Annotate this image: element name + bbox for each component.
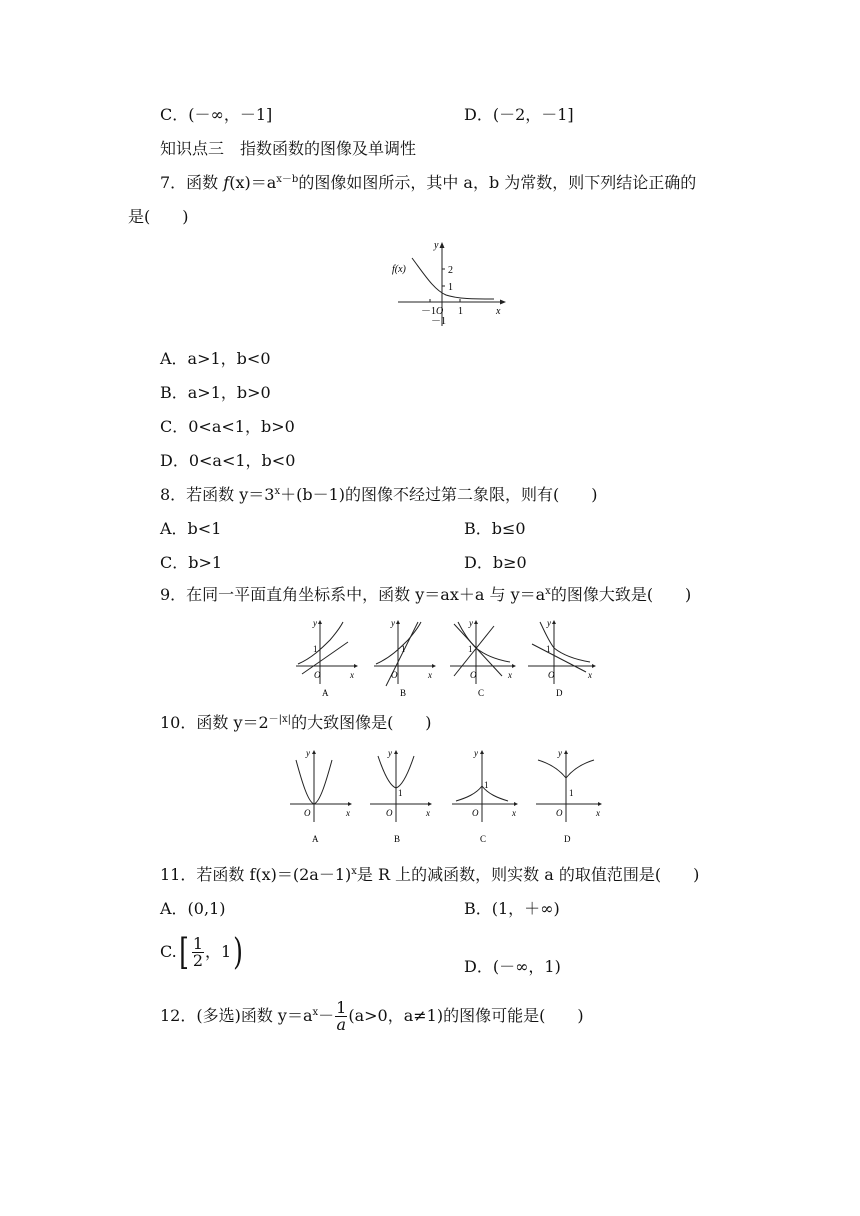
q10-d-origin: O (556, 808, 563, 818)
q9-d-y: y (547, 618, 551, 628)
q10-c-origin: O (472, 808, 479, 818)
q11-stem (160, 864, 699, 886)
q11-c-num: 1 (192, 934, 203, 953)
q10-post: 的大致图像是( ) (291, 713, 432, 732)
q7-f: f (223, 173, 230, 192)
q7-option-d: D．0<a<1，b<0 (160, 451, 296, 470)
section-title: 知识点三 指数函数的图像及单调性 (160, 139, 417, 158)
q12-frac-num: 1 (336, 998, 347, 1017)
q9-graph-c (450, 618, 516, 698)
q8-pre: 8．若函数 y＝3 (160, 485, 275, 504)
q8-option-d: D．b≥0 (464, 553, 527, 572)
q7-tick-2: 2 (448, 265, 453, 276)
q8-post: ＋(b－1)的图像不经过第二象限，则有( ) (280, 485, 598, 504)
q11-option-a: A．(0,1) (160, 899, 226, 918)
q12-pre: 12．(多选)函数 y＝a (160, 1006, 313, 1025)
q10-graph-b (370, 748, 432, 844)
q9-graph-d (528, 618, 596, 698)
q9-label-b: B (400, 688, 407, 698)
q7-exp: x－b (276, 174, 299, 185)
q11-c-den: 2 (192, 951, 203, 970)
q9-b-origin: O (391, 670, 398, 680)
q11-option-c (160, 930, 245, 974)
q11-c-right-bracket: ) (233, 931, 244, 973)
q10-a-x: x (346, 808, 350, 818)
q7-rest: 的图像如图所示，其中 a，b 为常数，则下列结论正确的 (298, 173, 697, 192)
q7-x-label: x (496, 306, 501, 317)
q7-curve-label: f(x) (392, 264, 406, 275)
q7-y-arrow (440, 242, 445, 248)
q12-frac-den: a (336, 1015, 347, 1034)
q9-a-origin: O (314, 670, 321, 680)
q7-y-label: y (434, 240, 439, 251)
q7-origin: O (436, 306, 444, 317)
q10-exp: －|x| (268, 714, 292, 725)
q10-graph-d (536, 748, 602, 844)
q9-b-y: y (391, 618, 395, 628)
q6-option-d: D．(－2，－1] (464, 105, 574, 124)
q10-stem (160, 712, 432, 734)
q7-option-b: B．a>1，b>0 (160, 383, 271, 402)
q7-stem-cont: 是( ) (128, 207, 189, 226)
q7-figure (390, 238, 510, 330)
q7-option-c: C．0<a<1，b>0 (160, 417, 295, 436)
q9-c-y: y (469, 618, 473, 628)
q10-label-a: A (312, 834, 319, 844)
q7-option-a: A．a>1，b<0 (160, 349, 271, 368)
q8-option-c: C．b>1 (160, 553, 223, 572)
q10-b-origin: O (386, 808, 393, 818)
q7-tick-x1: 1 (458, 306, 463, 317)
q9-figure (290, 618, 600, 702)
q11-post: 是 R 上的减函数，则实数 a 的取值范围是( ) (356, 865, 700, 884)
q10-b-one: 1 (398, 788, 403, 798)
q10-a-origin: O (304, 808, 311, 818)
q8-option-a: A．b<1 (160, 519, 222, 538)
q9-c-one: 1 (468, 644, 473, 654)
q9-d-x: x (588, 670, 592, 680)
q9-pre: 9．在同一平面直角坐标系中，函数 y＝ax＋a 与 y＝a (160, 585, 546, 604)
q10-b-x: x (426, 808, 430, 818)
q12-mid: － (318, 1006, 335, 1025)
q10-d-x: x (596, 808, 600, 818)
q9-c-origin: O (470, 670, 477, 680)
q12-exp: x (312, 1007, 319, 1018)
q10-a-y: y (306, 748, 310, 758)
q9-a-one: 1 (313, 644, 318, 654)
q10-pre: 10．函数 y＝2 (160, 713, 269, 732)
q7-tick-1: 1 (448, 282, 453, 293)
q9-exp: x (545, 586, 551, 597)
q9-b-x: x (428, 670, 432, 680)
q9-c-x: x (508, 670, 512, 680)
q9-a-x: x (350, 670, 354, 680)
q9-d-origin: O (548, 670, 555, 680)
q10-label-b: B (394, 834, 401, 844)
q11-c-prefix: C. (160, 942, 177, 961)
q7-fx: (x)＝a (229, 173, 277, 192)
q11-option-d: D．(－∞，1) (464, 957, 561, 976)
q9-label-c: C (478, 688, 485, 698)
q10-c-y: y (474, 748, 478, 758)
q9-stem (160, 584, 691, 606)
q7-num: 7．函数 (160, 173, 224, 192)
q11-option-b: B．(1，＋∞) (464, 899, 560, 918)
q7-tick-y-minus1: －1 (431, 316, 446, 327)
q9-post: 的图像大致是( ) (550, 585, 692, 604)
q8-option-b: B．b≤0 (464, 519, 526, 538)
q7-stem (160, 172, 696, 194)
q11-exp: x (351, 866, 357, 877)
q9-graph-b (374, 618, 436, 698)
q10-d-one: 1 (569, 788, 574, 798)
q9-b-one: 1 (401, 644, 406, 654)
q10-figure (286, 748, 606, 848)
q12-post: (a>0，a≠1)的图像可能是( ) (348, 1006, 584, 1025)
q9-a-y: y (313, 618, 317, 628)
q10-c-x: x (512, 808, 516, 818)
q10-graph-c (452, 748, 518, 844)
q8-stem (160, 484, 598, 506)
q12-fraction (335, 1000, 347, 1033)
q11-c-tail: ，1 (205, 942, 232, 961)
q6-option-c: C．(－∞，－1] (160, 105, 273, 124)
q7-curve (412, 258, 494, 299)
q12-stem (160, 1000, 584, 1040)
q10-c-one: 1 (484, 780, 489, 790)
q11-pre: 11．若函数 f(x)＝(2a－1) (160, 865, 352, 884)
q9-label-a: A (322, 688, 329, 698)
q9-graph-a (296, 618, 358, 698)
q11-c-fraction (192, 936, 204, 969)
q9-d-one: 1 (546, 644, 551, 654)
q10-b-y: y (388, 748, 392, 758)
q10-d-y: y (558, 748, 562, 758)
q8-exp: x (274, 486, 281, 497)
q10-label-d: D (564, 834, 571, 844)
q10-label-c: C (480, 834, 487, 844)
q9-label-d: D (556, 688, 563, 698)
q10-graph-a (290, 748, 352, 844)
q7-tick-x-minus1: －1 (421, 306, 436, 317)
q7-x-arrow (500, 300, 506, 305)
q11-c-left-bracket: [ (178, 931, 189, 973)
